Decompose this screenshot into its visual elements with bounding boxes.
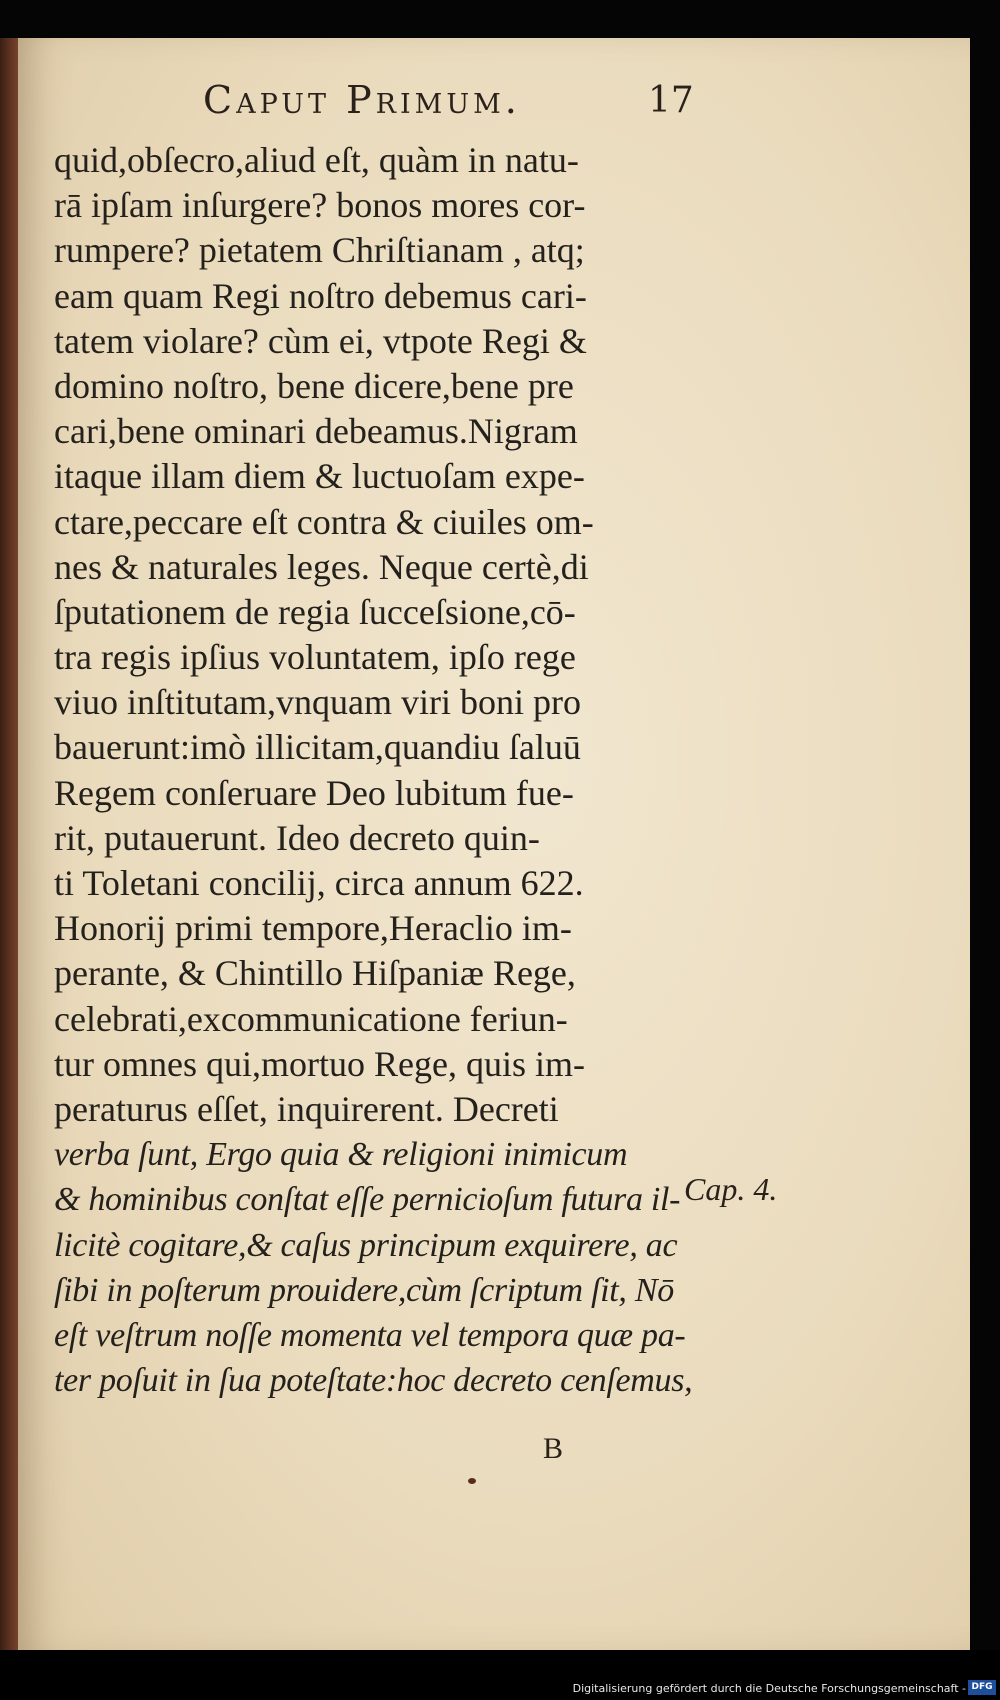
text-line: peraturus eſſet, inquirerent. Decreti (54, 1088, 559, 1129)
text-line: rā ipſam inſurgere? bonos mores cor- (54, 185, 586, 226)
margin-note: Cap. 4. (684, 1171, 778, 1207)
signature-mark: B (543, 1432, 564, 1465)
running-head-title: Caput Primum. (203, 78, 521, 122)
text-line: Honorij primi tempore,Heraclio im- (54, 908, 572, 949)
text-line: quid,obſecro,aliud eſt, quàm in natu- (54, 140, 579, 180)
digitization-credit: Digitalisierung gefördert durch die Deutsche Forschungsgemeinschaft - (572, 1682, 966, 1695)
italic-quote-line: ter poſuit in ſua poteſtate:hoc decreto cenſemus, (54, 1362, 693, 1400)
page-number: 17 (648, 80, 694, 121)
text-line: rumpere? pietatem Chriſtianam , atq; (54, 230, 585, 271)
text-line: tra regis ipſius voluntatem, ipſo rege (54, 637, 576, 678)
text-line: viuo inſtitutam,vnquam viri boni pro (54, 682, 581, 723)
text-line: domino noſtro, bene dicere,bene pre (54, 365, 574, 406)
text-line: Regem conſeruare Deo lubitum fue- (54, 772, 574, 813)
running-head (18, 74, 970, 134)
dfg-logo-icon: DFG (968, 1680, 996, 1695)
italic-quote-line: verba ſunt, Ergo quia & religioni inimicum (54, 1136, 628, 1174)
text-line: perante, & Chintillo Hiſpaniæ Rege, (54, 953, 576, 994)
text-line: bauerunt:imò illicitam,quandiu ſaluū (54, 727, 581, 768)
text-line: cari,bene ominari debeamus.Nigram (54, 411, 578, 452)
text-line: tur omnes qui,mortuo Rege, quis im- (54, 1043, 585, 1084)
italic-quote-line: ſibi in poſterum prouidere,cùm ſcriptum ſit, Nō (54, 1271, 674, 1309)
book-page (18, 38, 970, 1650)
ink-stain (468, 1478, 476, 1484)
text-line: ctare,peccare eſt contra & ciuiles om- (54, 501, 594, 542)
text-line: tatem violare? cùm ei, vtpote Regi & (54, 320, 587, 361)
italic-quote-line: eſt veſtrum noſſe momenta vel tempora quæ pa- (54, 1316, 686, 1354)
text-line: itaque illam diem & luctuoſam expe- (54, 456, 585, 497)
italic-quote-line: licitè cogitare,& caſus principum exquirere, ac (54, 1226, 678, 1264)
text-line: ſputationem de regia ſucceſsione,cō- (54, 591, 576, 632)
text-line: nes & naturales leges. Neque certè,di (54, 546, 589, 587)
text-line: eam quam Regi noſtro debemus cari- (54, 275, 587, 316)
body-text (54, 138, 754, 1403)
text-line: celebrati,excommunicatione feriun- (54, 998, 568, 1039)
text-line: ti Toletani concilij, circa annum 622. (54, 863, 584, 903)
italic-quote-line: & hominibus conſtat eſſe pernicioſum futura il- (54, 1181, 681, 1219)
text-line: rit, putauerunt. Ideo decreto quin- (54, 817, 540, 858)
